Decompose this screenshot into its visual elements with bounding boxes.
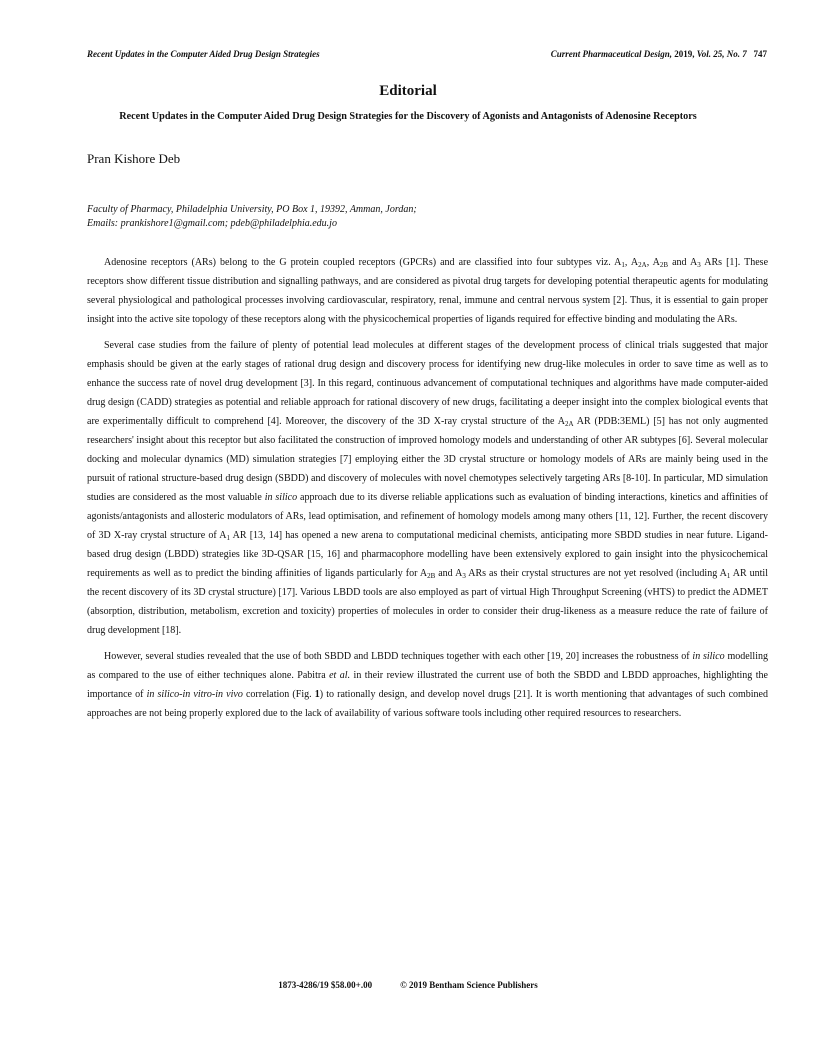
text-run: However, several studies revealed that the use of both SBDD and LBDD techniques together with each other [19, 20] increases the robustness of [104,651,693,662]
italic-text: in silico [264,492,298,503]
page-number: 747 [753,49,767,59]
subscript: 2A [564,420,574,428]
body-paragraph-3 [87,647,768,723]
text-run: ) to rationally design, and develop novel drugs [21]. It is worth mentioning that advantages of such combined approaches are not being properly explored due to the lack of availability of various software tools including other required resources to researchers. [87,689,769,719]
text-run: ARs as their crystal structures are not yet resolved (including A [465,568,727,579]
page-footer [0,980,816,990]
text-run: AR [13, 14] has opened a new arena to computational medicinal chemists, anticipating more SBDD studies in near future. Ligand-based drug design (LBDD) strategies like 3D-QSAR [15, 16] and pharmacophore modelling have been extensively explored to gain insight into the physicochemical requirements as well as to predict the binding affinities of ligands particularly for A [87,530,768,579]
subscript: 3 [462,572,466,580]
body-paragraph-1 [87,253,768,329]
subscript: 3 [697,261,701,269]
section-label: Editorial [379,83,437,99]
author-affiliation [87,203,417,231]
subscript: 1 [621,261,625,269]
italic-text: in silico-in vitro-in vivo [146,689,243,700]
text-run: AR until the recent discovery of its 3D crystal structure) [17]. Various LBDD tools are also employed as part of virtual High Throughput Screening (vHTS) to predict the ADMET (absorption, distribution, metabolism, excretion and toxicity) properties of molecules in order to consider their drug-likeness as a measure reduce the rate of failure of drug development [18]. [87,568,768,636]
text-run: and A [668,257,698,268]
figure-reference[interactable]: 1 [314,689,320,700]
text-run: correlation (Fig. [242,689,315,700]
affiliation-address: Faculty of Pharmacy, Philadelphia University, PO Box 1, 19392, Amman, Jordan; [87,204,417,215]
subscript: 2B [427,572,436,580]
text-run: modelling as compared to the use of either techniques alone. Pabitra [87,651,768,681]
issn-price: 1873-4286/19 $58.00+.00 [278,980,373,990]
copyright: © 2019 Bentham Science Publishers [400,980,538,990]
author-name: Pran Kishore Deb [87,151,181,166]
text-run: approach due to its diverse reliable applications such as evaluation of binding interactions, kinetics and affinities of agonists/antagonists and allosteric modulators of ARs, lead optimisation, and refinement of homology models among many others [11, 12]. Further, the recent discovery of 3D X-ray crystal structure of A [87,492,769,541]
subscript: 1 [726,572,731,580]
text-run: , A [646,257,660,268]
italic-text: in silico [692,651,725,662]
subscript: 2A [638,261,647,269]
text-run: in their review illustrated the current use of both the SBDD and LBDD approaches, highlighting the importance of [87,670,768,700]
body-paragraph-2 [87,336,768,640]
text-run: Several case studies from the failure of plenty of potential lead molecules at different stages of the development process of clinical trials suggested that major emphasis should be given at the early stages of rational drug design and discovery process for identifying new drug-like molecules in order to save time as well as to enhance the success rate of novel drug development [3]. In this regard, continuous advancement of computational techniques and algorithms have made computer-aided drug design (CADD) strategies as potential and reliable approach for rational discovery of new drugs, facilitating a deeper insight into the complex biological events that are experimentally difficult to comprehend [4]. Moreover, the discovery of the 3D X-ray crystal structure of the A [87,340,768,427]
article-title: Recent Updates in the Computer Aided Drug Design Strategies for the Discovery of Agonists and Antagonists of Adenosine Receptors [119,111,697,122]
affiliation-emails: Emails: prankishore1@gmail.com; pdeb@philadelphia.edu.jo [87,218,337,229]
text-run: Adenosine receptors (ARs) belong to the G protein coupled receptors (GPCRs) and are classified into four subtypes viz. A [104,257,622,268]
journal-volume: Vol. 25, No. 7 [696,49,747,59]
text-run: AR (PDB:3EML) [5] has not only augmented researchers' insight about this receptor but also facilitated the construction of improved homology models and understanding of other AR subtypes [6]. Several molecular docking and molecular dynamics (MD) simulation strategies [7] employing either the 3D crystal structure or homology models of ARs are mainly being used in the pursuit of rational structure-based drug design (SBDD) and discovery of molecules with novel chemotypes selectively targeting ARs [8-10]. In particular, MD simulation studies are considered as the most valuable [87,416,768,503]
text-run: , A [624,257,639,268]
journal-year: 2019, [674,49,695,59]
text-run: and A [435,568,463,579]
running-head [87,49,767,63]
running-head-title: Recent Updates in the Computer Aided Drug Design Strategies [87,49,320,59]
text-run: ARs [1]. These receptors show different tissue distribution and signalling pathways, and are considered as pivotal drug targets for developing potential therapeutic agents for modulating several physiological and pathological processes involving cardiovascular, respiratory, renal, immune and central nervous system [2]. Thus, it is essential to gain proper insight into the active site topology of these receptors along with the physicochemical properties of ligands required for effective binding and modulating the ARs. [87,257,769,325]
running-head-citation [551,49,767,59]
subscript: 2B [659,261,669,269]
article-body [87,253,768,730]
italic-text: et al. [329,670,351,681]
journal-name: Current Pharmaceutical Design, [550,49,672,59]
subscript: 1 [226,534,231,542]
